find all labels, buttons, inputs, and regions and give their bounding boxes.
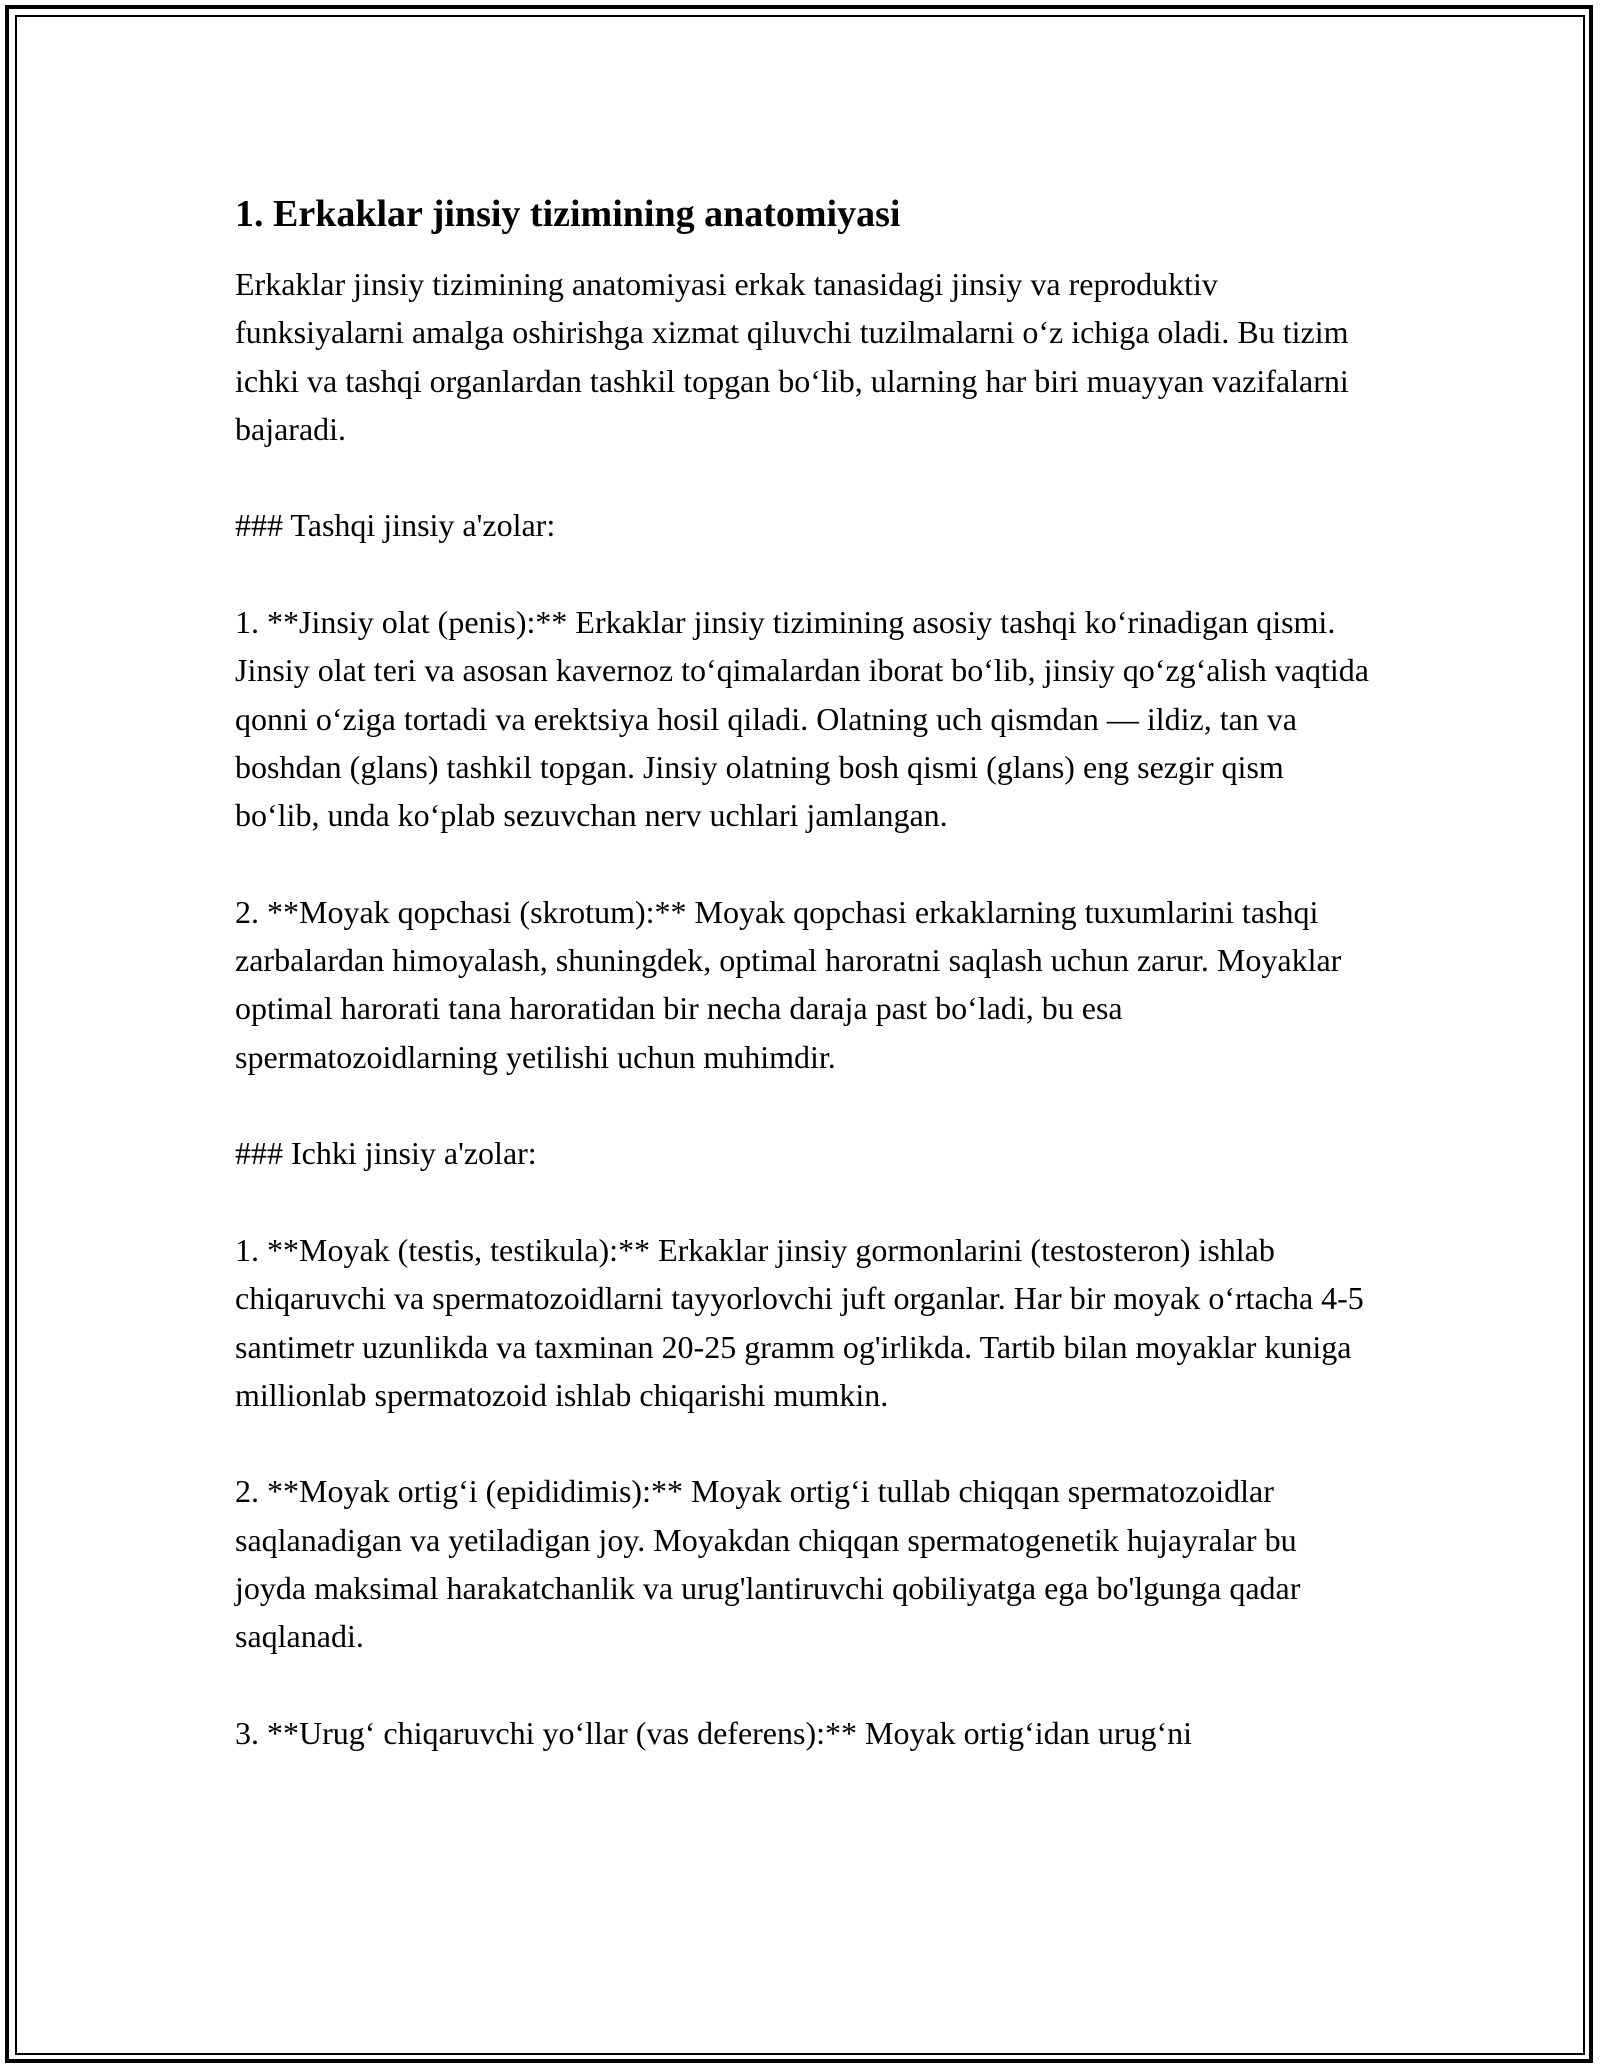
section-title: 1. Erkaklar jinsiy tizimining anatomiyasi bbox=[235, 193, 901, 235]
list-item-vas-deferens: 3. **Urug‘ chiqaruvchi yo‘llar (vas deferens):** Moyak ortig‘idan urug‘ni bbox=[235, 1714, 1193, 1751]
internal-organs-heading: ### Ichki jinsiy a'zolar: bbox=[235, 1135, 537, 1172]
external-organs-heading: ### Tashqi jinsiy a'zolar: bbox=[235, 507, 556, 544]
list-item-testis: 1. **Moyak (testis, testikula):** Erkaklar jinsiy gormonlarini (testosteron) ishlab chiqaruvchi va spermatozoidlarni tayyorlovchi juft organlar. Har bir moyak o‘rtacha 4-5 santimetr uzunlikda va taxminan 20-25 gramm og'irlikda. Tartib bilan moyaklar kuniga millionlab spermatozoid ishlab chiqarishi mumkin. bbox=[235, 1231, 1364, 1413]
intro-paragraph: Erkaklar jinsiy tizimining anatomiyasi erkak tanasidagi jinsiy va reproduktiv funksiyalarni amalga oshirishga xizmat qiluvchi tuzilmalarni o‘z ichiga oladi. Bu tizim ichki va tashqi organlardan tashkil topgan bo‘lib, ularning har biri muayyan vazifalarni bajaradi. bbox=[235, 266, 1349, 447]
document-body bbox=[235, 188, 1375, 1757]
list-item-scrotum: 2. **Moyak qopchasi (skrotum):** Moyak qopchasi erkaklarning tuxumlarini tashqi zarbalardan himoyalash, shuningdek, optimal haroratni saqlash uchun zarur. Moyaklar optimal harorati tana haroratidan bir necha daraja past bo‘ladi, bu esa spermatozoidlarning yetilishi uchun muhimdir. bbox=[235, 893, 1342, 1075]
list-item-epididymis: 2. **Moyak ortig‘i (epididimis):** Moyak ortig‘i tullab chiqqan spermatozoidlar saqlanadigan va yetiladigan joy. Moyakdan chiqqan spermatogenetik hujayralar bu joyda maksimal harakatchanlik va urug'lantiruvchi qobiliyatga ega bo'lgunga qadar saqlanadi. bbox=[235, 1473, 1301, 1655]
list-item-penis: 1. **Jinsiy olat (penis):** Erkaklar jinsiy tizimining asosiy tashqi ko‘rinadigan qismi. Jinsiy olat teri va asosan kavernoz to‘qimalardan iborat bo‘lib, jinsiy qo‘zg‘alish vaqtida qonni o‘ziga tortadi va erektsiya hosil qiladi. Olatning uch qismdan — ildiz, tan va boshdan (glans) tashkil topgan. Jinsiy olatning bosh qismi (glans) eng sezgir qism bo‘lib, unda ko‘plab sezuvchan nerv uchlari jamlangan. bbox=[235, 604, 1369, 834]
